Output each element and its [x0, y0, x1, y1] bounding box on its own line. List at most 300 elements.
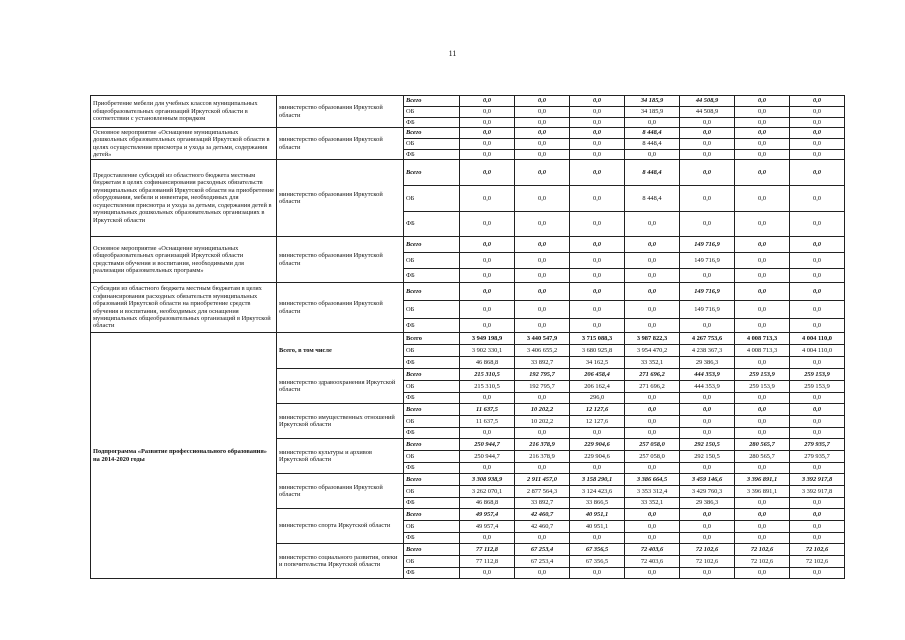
amount-cell: 0,0 [625, 404, 680, 416]
amount-cell: 0,0 [625, 533, 680, 544]
amount-cell: 0,0 [735, 404, 790, 416]
amount-cell: 0,0 [570, 186, 625, 212]
amount-cell: 0,0 [790, 107, 845, 118]
amount-cell: 0,0 [680, 404, 735, 416]
amount-cell: 12 127,6 [570, 404, 625, 416]
amount-cell: 0,0 [625, 118, 680, 128]
amount-cell: 279 935,7 [790, 439, 845, 451]
amount-cell: 0,0 [460, 428, 515, 439]
amount-cell: 0,0 [570, 253, 625, 269]
amount-cell: 0,0 [735, 139, 790, 150]
amount-cell: 42 460,7 [515, 509, 570, 521]
funding-source: ФБ [404, 393, 460, 404]
amount-cell: 0,0 [680, 509, 735, 521]
funding-source: Всего [404, 474, 460, 486]
amount-cell: 0,0 [680, 416, 735, 428]
amount-cell: 3 158 290,1 [570, 474, 625, 486]
funding-source: Всего [404, 283, 460, 301]
amount-cell: 0,0 [460, 96, 515, 107]
executor-name: министерство образования Иркутской области [277, 237, 404, 283]
amount-cell: 0,0 [625, 568, 680, 579]
funding-source: ФБ [404, 463, 460, 474]
funding-source: Всего [404, 439, 460, 451]
activity-name: Основное мероприятие «Оснащение муниципальных дошкольных образовательных организаций Иркутской области в целях осуществления присмотра и ухода за детьми, содержания детей» [91, 128, 277, 160]
amount-cell: 229 904,6 [570, 439, 625, 451]
amount-cell: 0,0 [680, 160, 735, 186]
amount-cell: 40 951,1 [570, 521, 625, 533]
amount-cell: 0,0 [515, 428, 570, 439]
amount-cell: 215 310,5 [460, 369, 515, 381]
amount-cell: 0,0 [735, 128, 790, 139]
amount-cell: 0,0 [790, 393, 845, 404]
amount-cell: 192 795,7 [515, 369, 570, 381]
amount-cell: 444 353,9 [680, 381, 735, 393]
amount-cell: 257 058,0 [625, 439, 680, 451]
amount-cell: 34 185,9 [625, 96, 680, 107]
amount-cell: 292 150,5 [680, 439, 735, 451]
amount-cell: 0,0 [790, 533, 845, 544]
amount-cell: 257 058,0 [625, 451, 680, 463]
amount-cell: 0,0 [680, 428, 735, 439]
activity-name: Приобретение мебели для учебных классов муниципальных общеобразовательных организаций Иркутской области в соответствии с установленным порядком [91, 96, 277, 128]
amount-cell: 0,0 [515, 319, 570, 333]
amount-cell: 0,0 [790, 463, 845, 474]
amount-cell: 0,0 [790, 212, 845, 237]
amount-cell: 0,0 [570, 428, 625, 439]
amount-cell: 0,0 [790, 428, 845, 439]
amount-cell: 206 458,4 [570, 369, 625, 381]
amount-cell: 0,0 [460, 139, 515, 150]
amount-cell: 0,0 [515, 128, 570, 139]
amount-cell: 0,0 [735, 301, 790, 319]
amount-cell: 0,0 [680, 393, 735, 404]
funding-source: ФБ [404, 319, 460, 333]
amount-cell: 216 378,9 [515, 451, 570, 463]
executor-name: министерство образования Иркутской области [277, 128, 404, 160]
amount-cell: 0,0 [570, 301, 625, 319]
amount-cell: 0,0 [460, 253, 515, 269]
executor-name: министерство имущественных отношений Иркутской области [277, 404, 404, 439]
amount-cell: 271 696,2 [625, 381, 680, 393]
table-row [91, 160, 845, 186]
amount-cell: 3 954 470,2 [625, 345, 680, 357]
amount-cell: 33 352,1 [625, 498, 680, 509]
amount-cell: 3 459 146,6 [680, 474, 735, 486]
funding-source: ФБ [404, 568, 460, 579]
amount-cell: 8 448,4 [625, 139, 680, 150]
amount-cell: 0,0 [625, 319, 680, 333]
amount-cell: 0,0 [735, 463, 790, 474]
amount-cell: 259 153,9 [735, 381, 790, 393]
amount-cell: 46 868,8 [460, 498, 515, 509]
amount-cell: 0,0 [735, 269, 790, 283]
amount-cell: 8 448,4 [625, 160, 680, 186]
amount-cell: 0,0 [790, 253, 845, 269]
amount-cell: 0,0 [460, 533, 515, 544]
amount-cell: 0,0 [790, 283, 845, 301]
amount-cell: 67 253,4 [515, 556, 570, 568]
amount-cell: 149 716,9 [680, 253, 735, 269]
amount-cell: 0,0 [625, 269, 680, 283]
amount-cell: 3 392 917,8 [790, 474, 845, 486]
funding-source: ФБ [404, 269, 460, 283]
amount-cell: 40 951,1 [570, 509, 625, 521]
amount-cell: 0,0 [460, 319, 515, 333]
amount-cell: 0,0 [790, 269, 845, 283]
amount-cell: 0,0 [515, 160, 570, 186]
funding-source: ФБ [404, 498, 460, 509]
funding-source: ФБ [404, 118, 460, 128]
amount-cell: 2 911 457,0 [515, 474, 570, 486]
amount-cell: 0,0 [625, 150, 680, 160]
amount-cell: 0,0 [790, 319, 845, 333]
table-row [91, 333, 845, 345]
amount-cell: 0,0 [680, 212, 735, 237]
amount-cell: 72 102,6 [790, 544, 845, 556]
executor-name: министерство образования Иркутской области [277, 283, 404, 333]
amount-cell: 0,0 [460, 160, 515, 186]
amount-cell: 0,0 [460, 150, 515, 160]
table-row [91, 237, 845, 253]
amount-cell: 0,0 [570, 463, 625, 474]
amount-cell: 0,0 [515, 253, 570, 269]
amount-cell: 49 957,4 [460, 509, 515, 521]
amount-cell: 4 238 367,3 [680, 345, 735, 357]
amount-cell: 0,0 [735, 118, 790, 128]
amount-cell: 0,0 [570, 139, 625, 150]
amount-cell: 11 637,5 [460, 404, 515, 416]
amount-cell: 279 935,7 [790, 451, 845, 463]
amount-cell: 29 386,3 [680, 498, 735, 509]
amount-cell: 0,0 [680, 463, 735, 474]
funding-source: Всего [404, 160, 460, 186]
amount-cell: 0,0 [735, 107, 790, 118]
amount-cell: 0,0 [515, 96, 570, 107]
amount-cell: 0,0 [735, 568, 790, 579]
amount-cell: 34 185,9 [625, 107, 680, 118]
amount-cell: 0,0 [460, 568, 515, 579]
amount-cell: 0,0 [570, 118, 625, 128]
amount-cell: 3 396 891,1 [735, 474, 790, 486]
amount-cell: 0,0 [515, 118, 570, 128]
amount-cell: 0,0 [515, 212, 570, 237]
amount-cell: 0,0 [625, 253, 680, 269]
amount-cell: 0,0 [735, 160, 790, 186]
amount-cell: 3 124 423,6 [570, 486, 625, 498]
amount-cell: 3 308 938,9 [460, 474, 515, 486]
amount-cell: 0,0 [735, 498, 790, 509]
amount-cell: 10 202,2 [515, 416, 570, 428]
funding-source: ОБ [404, 253, 460, 269]
amount-cell: 3 262 070,1 [460, 486, 515, 498]
amount-cell: 0,0 [735, 212, 790, 237]
funding-source: ФБ [404, 212, 460, 237]
funding-source: ОБ [404, 107, 460, 118]
amount-cell: 0,0 [680, 186, 735, 212]
amount-cell: 0,0 [625, 509, 680, 521]
amount-cell: 0,0 [790, 150, 845, 160]
funding-source: Всего [404, 509, 460, 521]
amount-cell: 3 987 822,3 [625, 333, 680, 345]
amount-cell: 250 944,7 [460, 451, 515, 463]
funding-source: ФБ [404, 357, 460, 369]
page-number: 11 [448, 49, 457, 58]
amount-cell: 0,0 [680, 269, 735, 283]
amount-cell: 72 102,6 [680, 556, 735, 568]
amount-cell: 0,0 [570, 533, 625, 544]
amount-cell: 0,0 [460, 393, 515, 404]
funding-source: ОБ [404, 416, 460, 428]
amount-cell: 0,0 [625, 301, 680, 319]
amount-cell: 444 353,9 [680, 369, 735, 381]
amount-cell: 0,0 [460, 269, 515, 283]
amount-cell: 72 403,6 [625, 544, 680, 556]
amount-cell: 250 944,7 [460, 439, 515, 451]
amount-cell: 0,0 [460, 107, 515, 118]
funding-source: Всего [404, 128, 460, 139]
amount-cell: 0,0 [460, 283, 515, 301]
amount-cell: 0,0 [515, 186, 570, 212]
amount-cell: 72 102,6 [790, 556, 845, 568]
activity-name: Субсидии из областного бюджета местным бюджетам в целях софинансирования расходных обязательств муниципальных образований Иркутской области на приобретение средств обучения и воспитания, необходимых для оснащения муниципальных общеобразовательных организаций в Иркутской области [91, 283, 277, 333]
amount-cell: 0,0 [460, 118, 515, 128]
funding-source: ОБ [404, 139, 460, 150]
funding-source: Всего [404, 96, 460, 107]
funding-source: ФБ [404, 533, 460, 544]
amount-cell: 0,0 [570, 150, 625, 160]
amount-cell: 0,0 [460, 186, 515, 212]
table-row [91, 96, 845, 107]
amount-cell: 0,0 [625, 283, 680, 301]
amount-cell: 33 352,1 [625, 357, 680, 369]
funding-source: ОБ [404, 451, 460, 463]
amount-cell: 0,0 [790, 301, 845, 319]
amount-cell: 149 716,9 [680, 283, 735, 301]
funding-source: ОБ [404, 381, 460, 393]
amount-cell: 33 866,5 [570, 498, 625, 509]
amount-cell: 259 153,9 [790, 369, 845, 381]
amount-cell: 0,0 [735, 509, 790, 521]
amount-cell: 280 565,7 [735, 451, 790, 463]
amount-cell: 0,0 [735, 96, 790, 107]
amount-cell: 0,0 [515, 139, 570, 150]
amount-cell: 192 795,7 [515, 381, 570, 393]
executor-name: министерство здравоохранения Иркутской области [277, 369, 404, 404]
amount-cell: 4 004 110,0 [790, 345, 845, 357]
amount-cell: 0,0 [570, 319, 625, 333]
amount-cell: 0,0 [460, 463, 515, 474]
amount-cell: 0,0 [515, 237, 570, 253]
amount-cell: 0,0 [570, 160, 625, 186]
amount-cell: 3 680 925,8 [570, 345, 625, 357]
funding-source: Всего [404, 333, 460, 345]
amount-cell: 292 150,5 [680, 451, 735, 463]
activity-name: Основное мероприятие «Оснащение муниципальных общеобразовательных организаций Иркутской области средствами обучения и воспитания, необходимыми для реализации образовательных программ» [91, 237, 277, 283]
amount-cell: 0,0 [680, 568, 735, 579]
executor-name: министерство спорта Иркутской области [277, 509, 404, 544]
amount-cell: 29 386,3 [680, 357, 735, 369]
amount-cell: 0,0 [680, 150, 735, 160]
amount-cell: 0,0 [515, 463, 570, 474]
amount-cell: 33 892,7 [515, 498, 570, 509]
amount-cell: 0,0 [790, 186, 845, 212]
amount-cell: 0,0 [570, 568, 625, 579]
amount-cell: 3 429 760,3 [680, 486, 735, 498]
amount-cell: 4 267 753,6 [680, 333, 735, 345]
amount-cell: 280 565,7 [735, 439, 790, 451]
funding-source: ОБ [404, 186, 460, 212]
amount-cell: 77 112,8 [460, 556, 515, 568]
budget-table [90, 95, 845, 579]
amount-cell: 4 004 110,0 [790, 333, 845, 345]
amount-cell: 296,0 [570, 393, 625, 404]
funding-source: ФБ [404, 150, 460, 160]
amount-cell: 4 008 713,3 [735, 345, 790, 357]
amount-cell: 0,0 [735, 521, 790, 533]
amount-cell: 0,0 [570, 283, 625, 301]
amount-cell: 3 353 312,4 [625, 486, 680, 498]
activity-name: Предоставление субсидий из областного бюджета местным бюджетам в целях софинансирования расходных обязательств муниципальных образований Иркутской области на приобретение оборудования, мебели и инвентаря, необходимых для осуществления присмотра и ухода за детьми, содержания детей в муниципальных дошкольных образовательных организациях в Иркутской области [91, 160, 277, 237]
amount-cell: 0,0 [625, 428, 680, 439]
amount-cell: 215 310,5 [460, 381, 515, 393]
amount-cell: 0,0 [625, 393, 680, 404]
amount-cell: 0,0 [570, 269, 625, 283]
amount-cell: 0,0 [790, 521, 845, 533]
amount-cell: 12 127,6 [570, 416, 625, 428]
amount-cell: 3 392 917,8 [790, 486, 845, 498]
funding-source: ОБ [404, 556, 460, 568]
executor-name: министерство образования Иркутской области [277, 160, 404, 237]
amount-cell: 67 253,4 [515, 544, 570, 556]
amount-cell: 0,0 [735, 253, 790, 269]
amount-cell: 0,0 [570, 237, 625, 253]
amount-cell: 0,0 [735, 393, 790, 404]
executor-name: Всего, в том числе [277, 333, 404, 369]
amount-cell: 0,0 [460, 237, 515, 253]
amount-cell: 0,0 [790, 237, 845, 253]
amount-cell: 4 008 713,3 [735, 333, 790, 345]
amount-cell: 0,0 [790, 416, 845, 428]
amount-cell: 0,0 [625, 463, 680, 474]
amount-cell: 0,0 [570, 107, 625, 118]
amount-cell: 3 406 655,2 [515, 345, 570, 357]
amount-cell: 0,0 [515, 107, 570, 118]
amount-cell: 0,0 [735, 150, 790, 160]
amount-cell: 0,0 [460, 212, 515, 237]
funding-source: ФБ [404, 428, 460, 439]
amount-cell: 0,0 [735, 428, 790, 439]
amount-cell: 72 102,6 [680, 544, 735, 556]
executor-name: министерство образования Иркутской области [277, 96, 404, 128]
amount-cell: 0,0 [735, 533, 790, 544]
activity-name: Подпрограмма «Развитие профессионального образования» на 2014-2020 годы [91, 333, 277, 579]
amount-cell: 0,0 [570, 212, 625, 237]
amount-cell: 0,0 [790, 498, 845, 509]
amount-cell: 0,0 [790, 96, 845, 107]
amount-cell: 0,0 [790, 128, 845, 139]
amount-cell: 259 153,9 [790, 381, 845, 393]
amount-cell: 8 448,4 [625, 128, 680, 139]
amount-cell: 0,0 [625, 416, 680, 428]
amount-cell: 0,0 [680, 521, 735, 533]
amount-cell: 0,0 [680, 533, 735, 544]
amount-cell: 8 448,4 [625, 186, 680, 212]
amount-cell: 229 904,6 [570, 451, 625, 463]
executor-name: министерство социального развития, опеки и попечительства Иркутской области [277, 544, 404, 579]
amount-cell: 0,0 [570, 96, 625, 107]
amount-cell: 2 877 564,3 [515, 486, 570, 498]
amount-cell: 259 153,9 [735, 369, 790, 381]
amount-cell: 0,0 [790, 568, 845, 579]
funding-source: ОБ [404, 301, 460, 319]
amount-cell: 49 957,4 [460, 521, 515, 533]
amount-cell: 0,0 [515, 283, 570, 301]
amount-cell: 0,0 [570, 128, 625, 139]
amount-cell: 0,0 [735, 416, 790, 428]
amount-cell: 46 868,8 [460, 357, 515, 369]
amount-cell: 0,0 [515, 150, 570, 160]
amount-cell: 271 696,2 [625, 369, 680, 381]
funding-source: ОБ [404, 345, 460, 357]
amount-cell: 0,0 [680, 319, 735, 333]
amount-cell: 67 356,5 [570, 556, 625, 568]
amount-cell: 0,0 [515, 568, 570, 579]
funding-source: ОБ [404, 521, 460, 533]
funding-source: Всего [404, 369, 460, 381]
amount-cell: 77 112,8 [460, 544, 515, 556]
amount-cell: 0,0 [790, 139, 845, 150]
amount-cell: 0,0 [790, 357, 845, 369]
amount-cell: 42 460,7 [515, 521, 570, 533]
amount-cell: 0,0 [790, 404, 845, 416]
amount-cell: 0,0 [625, 212, 680, 237]
amount-cell: 33 892,7 [515, 357, 570, 369]
amount-cell: 72 403,6 [625, 556, 680, 568]
amount-cell: 3 440 547,9 [515, 333, 570, 345]
amount-cell: 216 378,9 [515, 439, 570, 451]
amount-cell: 0,0 [515, 533, 570, 544]
amount-cell: 3 902 330,1 [460, 345, 515, 357]
amount-cell: 3 396 891,1 [735, 486, 790, 498]
amount-cell: 0,0 [460, 301, 515, 319]
amount-cell: 149 716,9 [680, 237, 735, 253]
funding-source: ОБ [404, 486, 460, 498]
funding-source: Всего [404, 404, 460, 416]
amount-cell: 34 162,5 [570, 357, 625, 369]
amount-cell: 0,0 [735, 237, 790, 253]
amount-cell: 0,0 [735, 357, 790, 369]
amount-cell: 3 715 088,3 [570, 333, 625, 345]
amount-cell: 44 508,9 [680, 96, 735, 107]
amount-cell: 0,0 [625, 521, 680, 533]
amount-cell: 0,0 [790, 160, 845, 186]
amount-cell: 0,0 [680, 139, 735, 150]
table-row [91, 283, 845, 301]
amount-cell: 0,0 [735, 283, 790, 301]
amount-cell: 3 386 664,5 [625, 474, 680, 486]
amount-cell: 149 716,9 [680, 301, 735, 319]
amount-cell: 44 508,9 [680, 107, 735, 118]
amount-cell: 0,0 [680, 118, 735, 128]
amount-cell: 0,0 [625, 237, 680, 253]
amount-cell: 0,0 [515, 393, 570, 404]
amount-cell: 0,0 [735, 186, 790, 212]
amount-cell: 0,0 [790, 509, 845, 521]
funding-source: Всего [404, 544, 460, 556]
amount-cell: 0,0 [680, 128, 735, 139]
table-row [91, 128, 845, 139]
amount-cell: 0,0 [790, 118, 845, 128]
